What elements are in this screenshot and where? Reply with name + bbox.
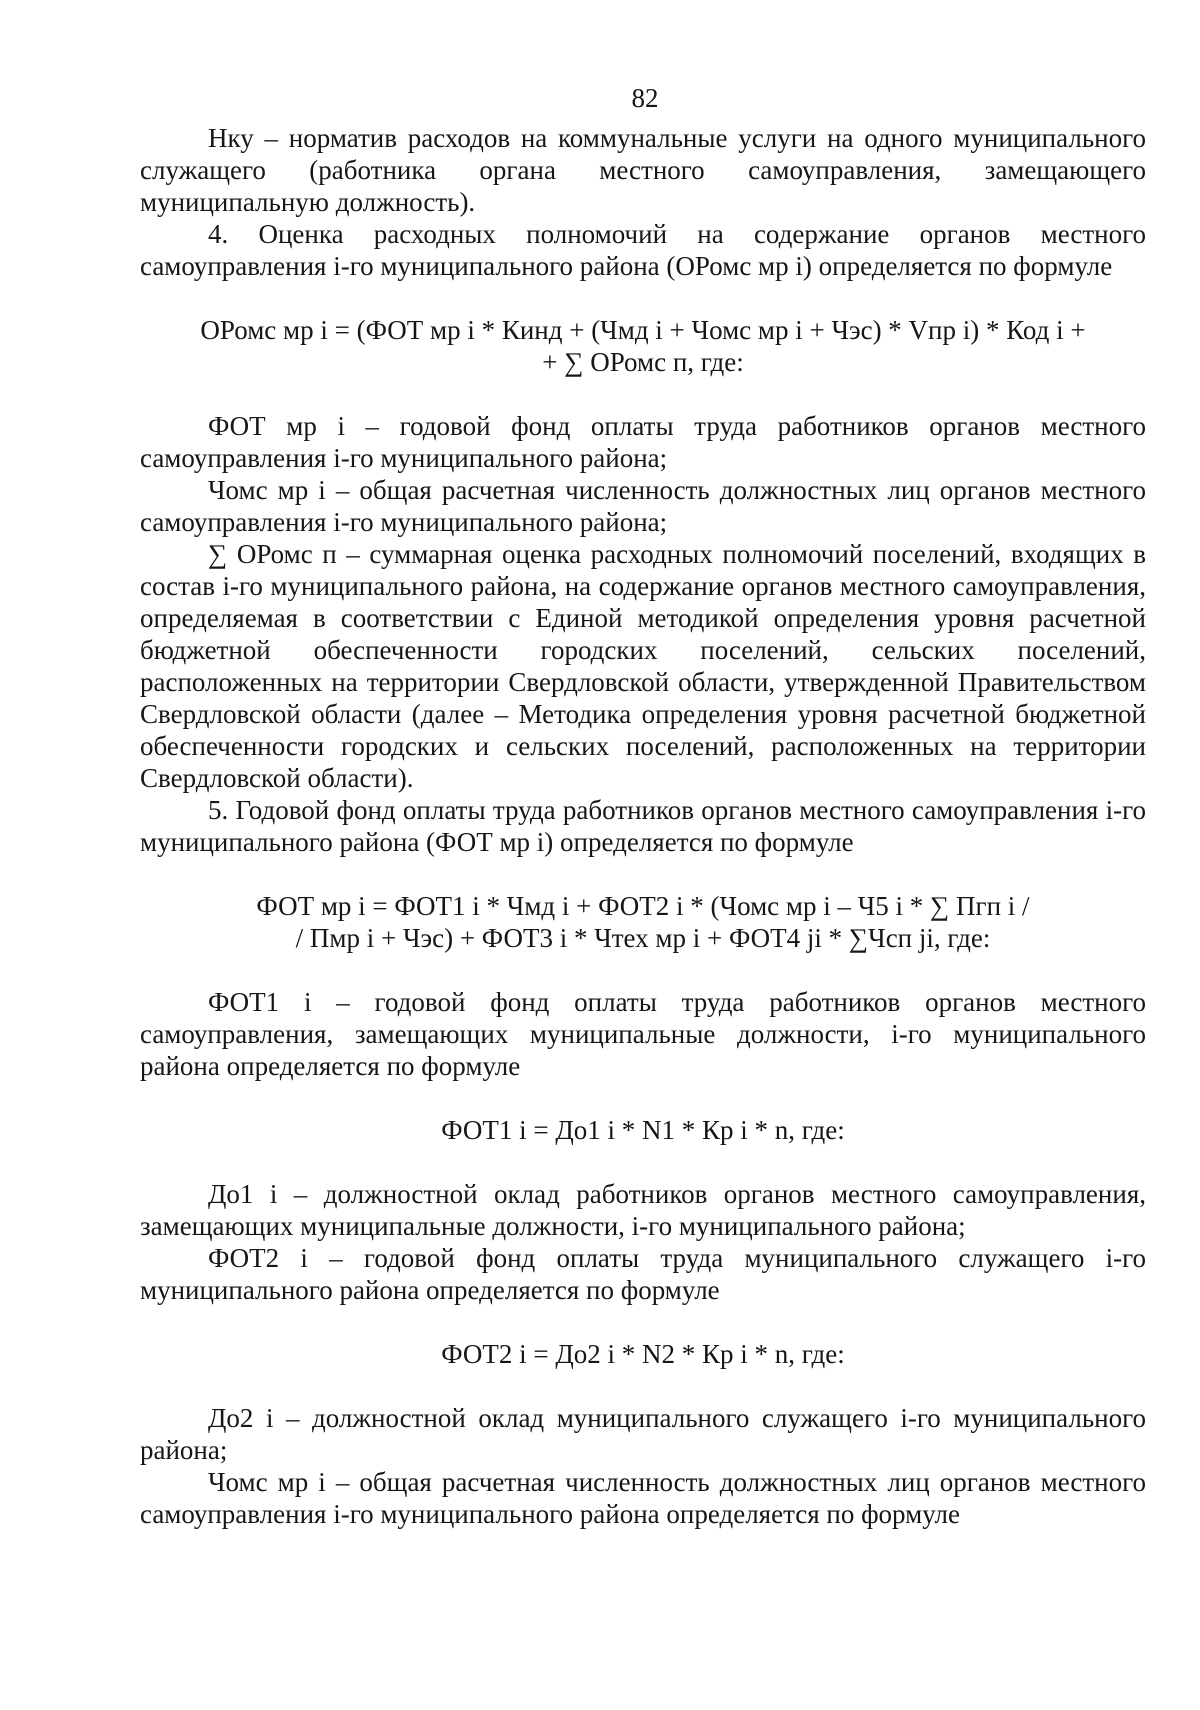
- paragraph-nku-definition: Нку – норматив расходов на коммунальные услуги на одного муниципального служащего (работника органа местного самоуправления, замещающего муниципальную должность).: [140, 123, 1146, 217]
- formula-fot-mr-line-1: ФОТ мр i = ФОТ1 i * Чмд i + ФОТ2 i * (Чомс мр i – Ч5 i * ∑ Пгп i /: [256, 891, 1030, 921]
- spacer: [140, 1370, 1146, 1402]
- spacer: [140, 282, 1146, 314]
- spacer: [140, 858, 1146, 890]
- paragraph-choms-formula-intro: Чомс мр i – общая расчетная численность должностных лиц органов местного самоуправления i-го муниципального района определяется по формуле: [140, 1467, 1146, 1529]
- page-number: 82: [631, 83, 659, 113]
- formula-fot2: ФОТ2 i = До2 i * N2 * Кр i * n, где:: [441, 1339, 845, 1369]
- paragraph-do2-definition: До2 i – должностной оклад муниципального служащего i-го муниципального района;: [140, 1403, 1146, 1465]
- formula-oroms-line-2: + ∑ ОРомс п, где:: [542, 347, 744, 377]
- paragraph-section-4: 4. Оценка расходных полномочий на содержание органов местного самоуправления i-го муниципального района (ОРомс мр i) определяется по формуле: [140, 219, 1146, 281]
- paragraph-sum-oroms-definition: ∑ ОРомс п – суммарная оценка расходных полномочий поселений, входящих в состав i-го муниципального района, на содержание органов местного самоуправления, определяемая в соответствии с Единой методикой определения уровня расчетной бюджетной обеспеченности городских поселений, сельских поселений, расположенных на территории Свердловской области, утвержденной Правительством Свердловской области (далее – Методика определения уровня расчетной бюджетной обеспеченности городских и сельских поселений, расположенных на территории Свердловской области).: [140, 539, 1146, 793]
- formula-oroms-line-1: ОРомс мр i = (ФОТ мр i * Кинд + (Чмд i + Чомс мр i + Чэс) * Vпр i) * Код i +: [200, 315, 1086, 345]
- paragraph-fot2-definition: ФОТ2 i – годовой фонд оплаты труда муниципального служащего i-го муниципального района определяется по формуле: [140, 1243, 1146, 1305]
- paragraph-section-5: 5. Годовой фонд оплаты труда работников органов местного самоуправления i-го муниципального района (ФОТ мр i) определяется по формуле: [140, 795, 1146, 857]
- paragraph-do1-definition: До1 i – должностной оклад работников органов местного самоуправления, замещающих муниципальные должности, i-го муниципального района;: [140, 1179, 1146, 1241]
- paragraph-choms-definition: Чомс мр i – общая расчетная численность должностных лиц органов местного самоуправления i-го муниципального района;: [140, 475, 1146, 537]
- formula-fot1: ФОТ1 i = До1 i * N1 * Кр i * n, где:: [441, 1115, 845, 1145]
- spacer: [140, 1306, 1146, 1338]
- spacer: [140, 1082, 1146, 1114]
- spacer: [140, 954, 1146, 986]
- formula-fot-mr-line-2: / Пмр i + Чэс) + ФОТ3 i * Чтех мр i + ФОТ4 ji * ∑Чсп ji, где:: [295, 923, 991, 953]
- paragraph-fot-mr-definition: ФОТ мр i – годовой фонд оплаты труда работников органов местного самоуправления i-го муниципального района;: [140, 411, 1146, 473]
- spacer: [140, 378, 1146, 410]
- document-body: [140, 122, 1146, 1530]
- paragraph-fot1-definition: ФОТ1 i – годовой фонд оплаты труда работников органов местного самоуправления, замещающих муниципальные должности, i-го муниципального района определяется по формуле: [140, 987, 1146, 1081]
- spacer: [140, 1146, 1146, 1178]
